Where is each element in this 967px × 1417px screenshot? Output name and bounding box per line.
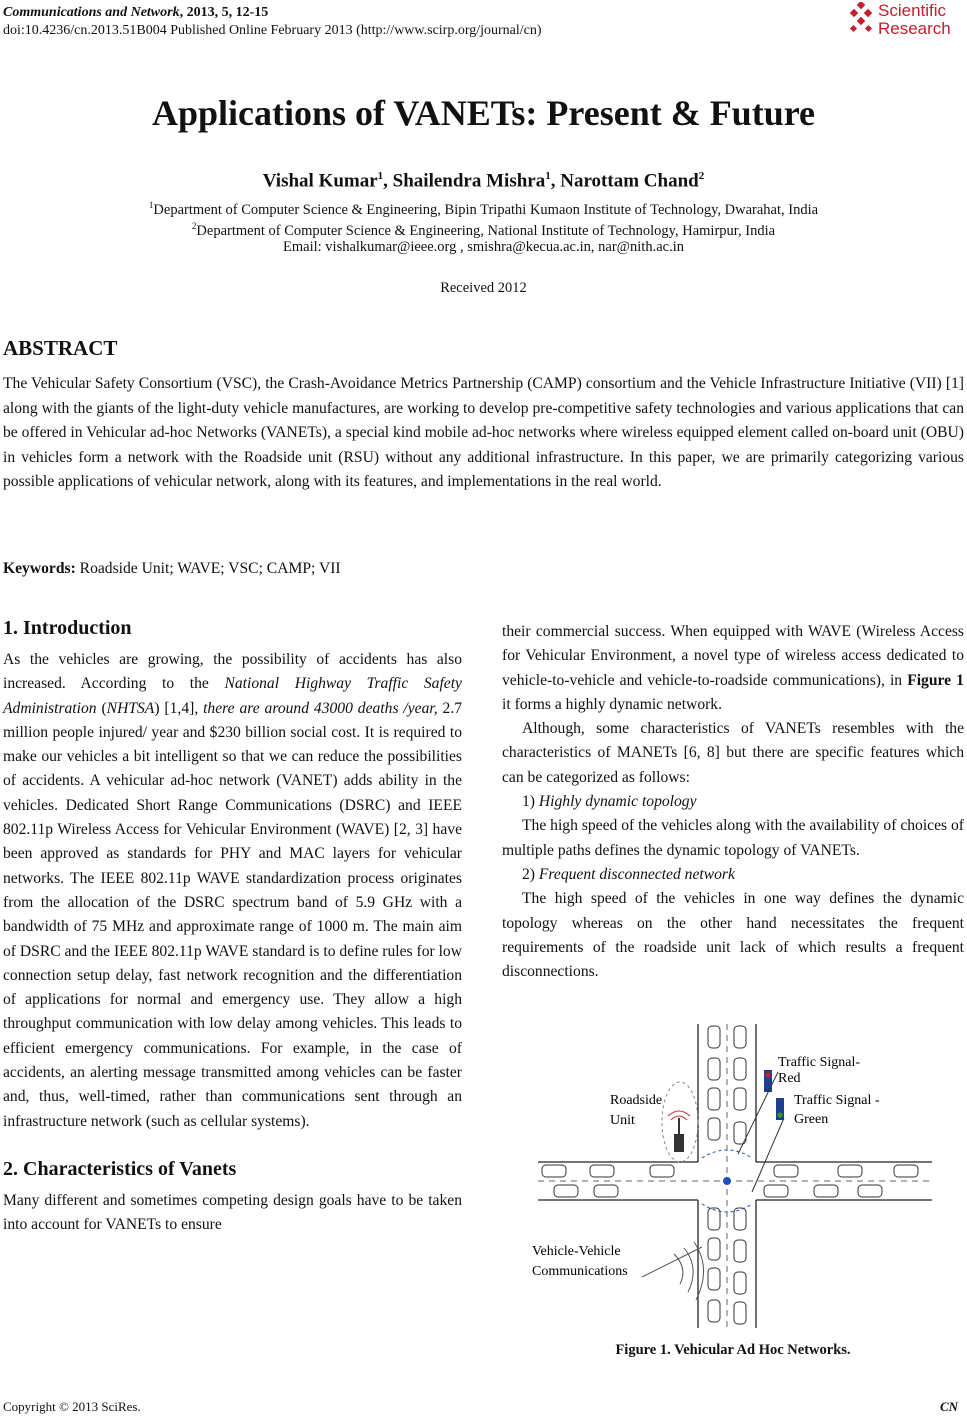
- logo-line-2: Research: [878, 19, 951, 38]
- signal-green-label-1: Traffic Signal -: [794, 1093, 880, 1108]
- wave-paragraph: [502, 620, 964, 717]
- right-column: [502, 620, 964, 984]
- figure-caption: Figure 1. Vehicular Ad Hoc Networks.: [615, 1342, 851, 1358]
- manet-paragraph: Although, some characteristics of VANETs resembles with the characteristics of MANETs [6, 8] but there are specific features which can be categorized as follows:: [502, 720, 964, 786]
- traffic-signal-green-icon: [776, 1098, 784, 1120]
- item-number: 1): [522, 793, 539, 811]
- v2v-label-1: Vehicle-Vehicle: [532, 1244, 621, 1259]
- author-sup: 1: [545, 170, 551, 182]
- paper-title: Applications of VANETs: Present & Future: [151, 93, 816, 133]
- signal-green-label-2: Green: [794, 1112, 829, 1127]
- publisher-logo: [848, 2, 966, 42]
- keywords-label: Keywords:: [3, 560, 76, 577]
- vanet-figure: [502, 1022, 964, 1330]
- text-run: (: [96, 699, 107, 717]
- affiliation-sup: 2: [191, 221, 197, 231]
- author-sup: 2: [698, 170, 705, 182]
- text-run: ) [1,4]: [154, 699, 195, 717]
- traffic-signal-red-icon: [764, 1070, 772, 1092]
- author-name: Narottam Chand: [560, 170, 699, 192]
- list-item-text: The high speed of the vehicles in one way defines the dynamic topology whereas on the other hand necessitates the frequent requirements of the roadside unit lack of which results a frequent disconnections.: [502, 890, 964, 981]
- roadside-unit-icon: [662, 1082, 698, 1162]
- logo-line-1: Scientific: [878, 1, 947, 20]
- rsu-label-1: Roadside: [610, 1093, 663, 1108]
- author-name: Shailendra Mishra: [392, 170, 546, 192]
- left-column: [3, 615, 462, 1238]
- copyright: Copyright © 2013 SciRes.: [3, 1399, 141, 1414]
- text-run: NHTSA: [106, 699, 155, 717]
- list-item-heading: [502, 790, 964, 814]
- text-run: National Highway Traffic Safety Administration: [3, 675, 462, 717]
- text-run: it forms a highly dynamic network.: [502, 695, 723, 713]
- section-heading: 2. Characteristics of Vanets: [3, 1157, 237, 1180]
- characteristics-paragraph: Many different and sometimes competing design goals have to be taken into account for VANETs to ensure: [3, 1191, 462, 1234]
- email-line: Email: vishalkumar@ieee.org , smishra@kecua.ac.in, nar@nith.ac.in: [283, 239, 684, 255]
- journal-header: [3, 4, 268, 22]
- logo-mark-icon: [848, 2, 878, 36]
- abstract-text: The Vehicular Safety Consortium (VSC), the Crash-Avoidance Metrics Partnership (CAMP) consortium and the Vehicle Infrastructure Initiative (VII) [1] along with the giants of the light-duty vehicle manufactures, are working to develop pre-competitive safety technologies and various applications that can be offered in Vehicular ad-hoc Networks (VANETs), a special kind mobile ad-hoc networks where wireless equipped element called on-board unit (OBU) in vehicles form a network with the Roadside unit (RSU) without any additional infrastructure. In this paper, we are primarily categorizing various possible applications of vehicular network, along with its features, and implementations in the real world.: [3, 375, 964, 490]
- item-title: Frequent disconnected network: [538, 865, 735, 883]
- signal-red-label-1: Traffic Signal-: [778, 1055, 861, 1070]
- abstract-heading: ABSTRACT: [3, 336, 118, 360]
- text-run: their commercial success. When equipped with WAVE (Wireless Access for Vehicular Environment, a novel type of wireless access dedicated to vehicle-to-vehicle and vehicle-to-roadside communications), in: [502, 623, 964, 689]
- author-name: Vishal Kumar: [262, 170, 378, 192]
- v2v-label-2: Communications: [532, 1264, 628, 1279]
- list-item-text: The high speed of the vehicles along with the availability of choices of multiple paths defines the dynamic topology of VANETs.: [502, 817, 964, 859]
- keywords: [3, 560, 341, 578]
- author-list: Vishal Kumar$^1$, Shailendra Mishra$^1$, Narottam Chand$^2$: [262, 170, 705, 192]
- text-run: 2.7 million people injured/ year and $230 billion social cost. It is required to make our vehicles a bit intelligent so that we can reduce the possibilities of accidents. A vehicular ad-hoc network (VANET) adds ability in the vehicles. Dedicated Short Range Communications (DSRC) and IEEE 802.11p Wireless Access for Vehicular Environment (WAVE) [2, 3] have been approved as standards for PHY and MAC layers for vehicular networks. The IEEE 802.11p WAVE standardization process originates from the allocation of the DSRC spectrum band of 5.9 GHz with a bandwidth of 75 MHz and approximate range of 1000 m. The main aim of DSRC and the IEEE 802.11p WAVE standard is to define rules for low connection setup delay, fast network recognition and the differentiation of applications for normal and emergency use. They allow a high throughput communication with low delay among vehicles. This leads to efficient emergency communications. For example, in the case of accidents, an alerting message transmitted among vehicles can be faster and, thus, well-timed, rather than communications sent through an infrastructure network (such as cellular systems).: [3, 699, 463, 1130]
- vanet-diagram: [502, 1022, 964, 1330]
- list-item-heading: [502, 863, 964, 887]
- affiliation-sup: 1: [148, 200, 154, 210]
- keywords-list: Roadside Unit; WAVE; VSC; CAMP; VII: [75, 560, 341, 577]
- figure-ref: Figure 1: [907, 671, 964, 689]
- affiliation-text: Department of Computer Science & Engineering, Bipin Tripathi Kumaon Institute of Technology, Dwarahat, India: [153, 201, 819, 218]
- received-date: Received 2012: [440, 280, 527, 296]
- journal-name: Communications and Network: [3, 5, 180, 20]
- affiliation-text: Department of Computer Science & Engineering, National Institute of Technology, Hamirpur, India: [196, 222, 776, 239]
- signal-red-label-2: Red: [778, 1071, 801, 1086]
- text-run: , there are around 43000 deaths /year,: [194, 699, 438, 717]
- item-title: Highly dynamic topology: [538, 793, 697, 811]
- journal-abbreviation: CN: [940, 1399, 959, 1414]
- doi-line: doi:10.4236/cn.2013.51B004 Published Online February 2013 (http://www.scirp.org/journal/cn): [3, 23, 542, 38]
- journal-volume: , 2013, 5, 12-15: [179, 5, 269, 20]
- v2v-wave-icon: [642, 1242, 704, 1300]
- intersection-node-icon: [723, 1177, 731, 1185]
- text-run: As the vehicles are growing, the possibility of accidents has also increased. According to the: [3, 651, 462, 693]
- item-number: 2): [522, 865, 539, 883]
- section-heading: 1. Introduction: [3, 617, 132, 639]
- intro-paragraph: [3, 648, 462, 1134]
- author-sup: 1: [377, 170, 384, 182]
- rsu-label-2: Unit: [610, 1113, 635, 1128]
